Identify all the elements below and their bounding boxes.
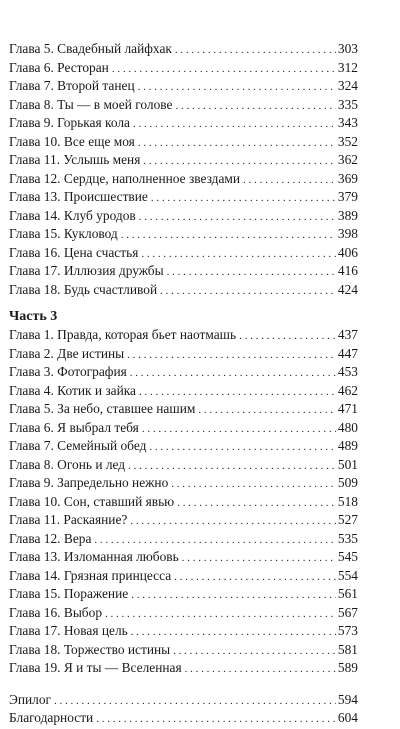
toc-entry-title: Глава 13. Происшествие — [9, 189, 148, 204]
toc-dot-leader — [131, 623, 336, 642]
toc-entry — [9, 363, 358, 382]
toc-entry — [9, 659, 358, 678]
toc-entry — [9, 382, 358, 401]
toc-entry-title: Глава 11. Услышь меня — [9, 152, 141, 167]
toc-entry — [9, 709, 358, 728]
toc-entry — [9, 281, 358, 300]
toc-entry-page-number: 362 — [337, 152, 358, 167]
toc-entry — [9, 96, 358, 115]
toc-entry-title: Глава 17. Иллюзия дружбы — [9, 263, 164, 278]
toc-entry-title: Глава 15. Кукловод — [9, 226, 118, 241]
back-matter-list — [9, 691, 358, 728]
toc-dot-leader — [112, 60, 336, 79]
toc-entry-page-number: 324 — [337, 78, 358, 93]
toc-entry — [9, 170, 358, 189]
toc-dot-leader — [149, 438, 336, 457]
toc-entry-page-number: 406 — [337, 244, 358, 260]
toc-entry-page-number: 567 — [337, 604, 358, 620]
toc-entry-title: Глава 8. Ты — в моей голове — [9, 96, 173, 112]
toc-entry-title: Глава 14. Грязная принцесса — [9, 567, 172, 583]
toc-dot-leader — [128, 457, 336, 476]
toc-dot-leader — [177, 494, 336, 513]
toc-entry-title: Глава 12. Сердце, наполненное звездами — [9, 170, 241, 186]
toc-entry-page-number: 509 — [337, 475, 358, 490]
part2-chapter-list — [9, 40, 358, 299]
toc-entry-page-number: 489 — [337, 438, 358, 453]
toc-dot-leader — [151, 189, 336, 208]
toc-entry-page-number: 416 — [337, 263, 358, 278]
toc-entry-title: Глава 13. Изломанная любовь — [9, 549, 179, 564]
toc-dot-leader — [141, 245, 336, 264]
toc-dot-leader — [139, 383, 336, 402]
toc-dot-leader — [175, 41, 336, 60]
toc-entry-title: Глава 4. Котик и зайка — [9, 382, 137, 398]
toc-dot-leader — [105, 605, 336, 624]
toc-entry-page-number: 398 — [337, 226, 358, 241]
toc-entry-page-number: 369 — [337, 170, 358, 186]
toc-dot-leader — [243, 171, 336, 190]
toc-entry — [9, 691, 358, 710]
toc-entry-title: Глава 17. Новая цель — [9, 623, 128, 638]
toc-entry-page-number: 352 — [337, 133, 358, 149]
toc-dot-leader — [182, 549, 336, 568]
toc-entry — [9, 400, 358, 419]
toc-entry-title: Глава 18. Будь счастливой — [9, 281, 158, 297]
toc-entry-title: Глава 9. Горькая кола — [9, 115, 130, 130]
toc-dot-leader — [185, 660, 336, 679]
toc-dot-leader — [198, 401, 336, 420]
toc-entry-title: Глава 8. Огонь и лед — [9, 456, 126, 472]
toc-dot-leader — [138, 78, 336, 97]
toc-entry-title: Глава 16. Цена счастья — [9, 244, 139, 260]
toc-entry — [9, 114, 358, 133]
toc-entry — [9, 585, 358, 604]
toc-entry-title: Благодарности — [9, 710, 94, 725]
toc-dot-leader — [130, 364, 336, 383]
toc-entry — [9, 493, 358, 512]
toc-dot-leader — [96, 710, 336, 729]
toc-entry — [9, 40, 358, 59]
toc-entry-page-number: 471 — [337, 401, 358, 416]
toc-entry-page-number: 604 — [337, 710, 358, 725]
toc-entry — [9, 207, 358, 226]
toc-dot-leader — [167, 263, 336, 282]
toc-entry-page-number: 554 — [337, 567, 358, 583]
toc-entry-page-number: 518 — [337, 493, 358, 509]
toc-dot-leader — [171, 475, 336, 494]
toc-entry-title: Глава 3. Фотография — [9, 364, 127, 379]
toc-dot-leader — [139, 208, 336, 227]
toc-entry-title: Глава 6. Я выбрал тебя — [9, 419, 139, 435]
toc-entry-page-number: 561 — [337, 586, 358, 601]
toc-dot-leader — [160, 282, 336, 301]
toc-dot-leader — [130, 512, 336, 531]
toc-dot-leader — [138, 134, 336, 153]
toc-entry-title: Глава 10. Сон, ставший явью — [9, 493, 175, 509]
toc-entry-page-number: 453 — [337, 364, 358, 379]
toc-entry-title: Глава 18. Торжество истины — [9, 641, 171, 657]
part3-chapter-list — [9, 326, 358, 678]
toc-entry-title: Глава 19. Я и ты — Вселенная — [9, 660, 182, 675]
toc-entry — [9, 188, 358, 207]
toc-entry-page-number: 424 — [337, 281, 358, 297]
toc-dot-leader — [54, 692, 336, 711]
toc-entry-title: Глава 2. Две истины — [9, 345, 125, 361]
toc-entry-title: Глава 7. Семейный обед — [9, 438, 147, 453]
toc-entry — [9, 345, 358, 364]
toc-entry-page-number: 527 — [337, 512, 358, 527]
toc-entry-title: Глава 11. Раскаяние? — [9, 512, 128, 527]
toc-entry — [9, 456, 358, 475]
toc-entry — [9, 548, 358, 567]
toc-entry — [9, 326, 358, 345]
toc-entry-page-number: 589 — [337, 660, 358, 675]
toc-entry — [9, 133, 358, 152]
toc-entry — [9, 530, 358, 549]
toc-entry — [9, 59, 358, 78]
toc-entry — [9, 474, 358, 493]
toc-entry — [9, 77, 358, 96]
toc-entry-title: Глава 15. Поражение — [9, 586, 129, 601]
toc-entry — [9, 151, 358, 170]
toc-entry-title: Глава 14. Клуб уродов — [9, 207, 136, 223]
section-gap — [9, 678, 358, 691]
toc-entry-page-number: 312 — [337, 59, 358, 75]
toc-entry-title: Глава 5. Свадебный лайфхак — [9, 41, 172, 56]
table-of-contents — [9, 40, 358, 728]
toc-entry-page-number: 573 — [337, 623, 358, 638]
toc-entry-page-number: 535 — [337, 530, 358, 546]
toc-dot-leader — [175, 97, 335, 116]
toc-entry-title: Глава 1. Правда, которая бьет наотмашь — [9, 327, 237, 342]
toc-entry — [9, 567, 358, 586]
toc-entry — [9, 419, 358, 438]
toc-dot-leader — [131, 586, 336, 605]
toc-entry-title: Глава 5. За небо, ставшее нашим — [9, 401, 196, 416]
toc-entry — [9, 641, 358, 660]
toc-entry-page-number: 480 — [337, 419, 358, 435]
toc-entry-page-number: 379 — [337, 189, 358, 204]
toc-entry-page-number: 303 — [337, 41, 358, 56]
toc-entry-title: Глава 9. Запредельно нежно — [9, 475, 169, 490]
toc-entry-page-number: 389 — [337, 207, 358, 223]
toc-dot-leader — [94, 531, 336, 550]
toc-entry-title: Глава 6. Ресторан — [9, 59, 109, 75]
toc-dot-leader — [127, 346, 336, 365]
toc-entry-page-number: 462 — [337, 382, 358, 398]
toc-entry-page-number: 501 — [337, 456, 358, 472]
toc-entry-title: Глава 10. Все еще моя — [9, 133, 135, 149]
toc-entry — [9, 244, 358, 263]
toc-entry-title: Эпилог — [9, 691, 52, 707]
toc-dot-leader — [142, 420, 336, 439]
toc-entry-title: Глава 7. Второй танец — [9, 78, 135, 93]
toc-entry — [9, 604, 358, 623]
toc-dot-leader — [174, 568, 336, 587]
toc-entry-title: Глава 16. Выбор — [9, 604, 103, 620]
toc-entry-page-number: 343 — [337, 115, 358, 130]
toc-entry — [9, 437, 358, 456]
toc-entry — [9, 225, 358, 244]
toc-dot-leader — [133, 115, 336, 134]
toc-entry-page-number: 594 — [337, 691, 358, 707]
toc-dot-leader — [121, 226, 336, 245]
toc-entry — [9, 262, 358, 281]
toc-dot-leader — [173, 642, 336, 661]
toc-entry-page-number: 447 — [337, 345, 358, 361]
toc-entry-page-number: 545 — [337, 549, 358, 564]
toc-entry-page-number: 581 — [337, 641, 358, 657]
toc-entry-title: Глава 12. Вера — [9, 530, 92, 546]
part3-heading: Часть 3 — [9, 309, 58, 324]
toc-entry — [9, 511, 358, 530]
toc-entry-page-number: 437 — [337, 327, 358, 342]
toc-dot-leader — [143, 152, 336, 171]
toc-entry-page-number: 335 — [337, 96, 358, 112]
toc-entry — [9, 622, 358, 641]
toc-dot-leader — [239, 327, 336, 346]
